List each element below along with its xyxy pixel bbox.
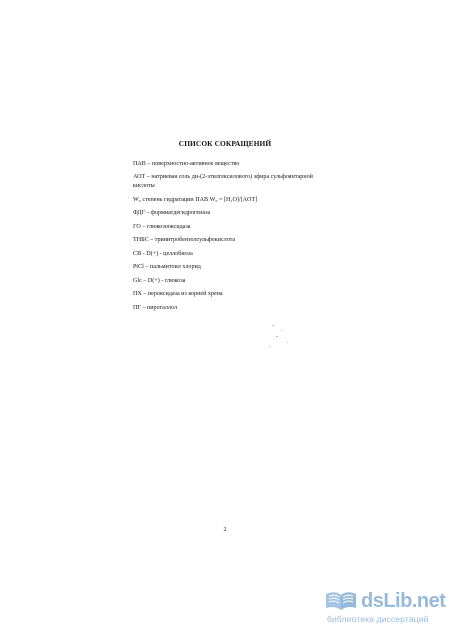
page-title: СПИСОК СОКРАЩЕНИЙ bbox=[178, 139, 272, 148]
book-pages-icon bbox=[324, 590, 358, 612]
abbreviation-list bbox=[133, 160, 333, 312]
page-number: 2 bbox=[223, 527, 227, 533]
scan-speck bbox=[272, 325, 274, 326]
abbreviation-item: АОТ – натриевая соль ди-(2-этилгексилового) эфира сульфоянтарной bbox=[133, 174, 313, 181]
abbreviation-item: ФДГ – формиатдегидрогеназа bbox=[133, 210, 211, 217]
scan-speck bbox=[281, 330, 282, 331]
watermark bbox=[324, 590, 446, 626]
abbreviation-item-continuation: кислоты bbox=[133, 183, 155, 190]
abbreviation-item: ПХ – пероксидаза из корней хрена bbox=[133, 291, 223, 298]
watermark-logo-text: dsLib.net bbox=[361, 590, 446, 612]
abbreviation-item: ГО – глюкозооксидаза bbox=[133, 223, 191, 230]
abbreviation-item: ПГ – пирогаллол bbox=[133, 304, 177, 311]
watermark-caption: библиотека диссертаций bbox=[327, 614, 429, 624]
abbreviation-item: W₀ степень гидратации ПАВ W₀ = [H₂O]/[AOT] bbox=[133, 196, 258, 203]
abbreviation-item: ТНБС – тринитробензолсульфокислота bbox=[133, 237, 236, 244]
abbreviation-item: ПАВ – поверхностно-активное вещество bbox=[133, 161, 240, 167]
scan-speck bbox=[287, 342, 288, 343]
abbreviation-item: Glc – D(+) - глюкоза bbox=[133, 277, 186, 284]
scan-speck bbox=[269, 346, 270, 347]
abbreviation-item: CB - D(+) - целлобиоза bbox=[133, 250, 193, 257]
abbreviation-item: PtCl – пальмитоил хлорид bbox=[133, 264, 201, 271]
scan-speck bbox=[276, 336, 278, 337]
